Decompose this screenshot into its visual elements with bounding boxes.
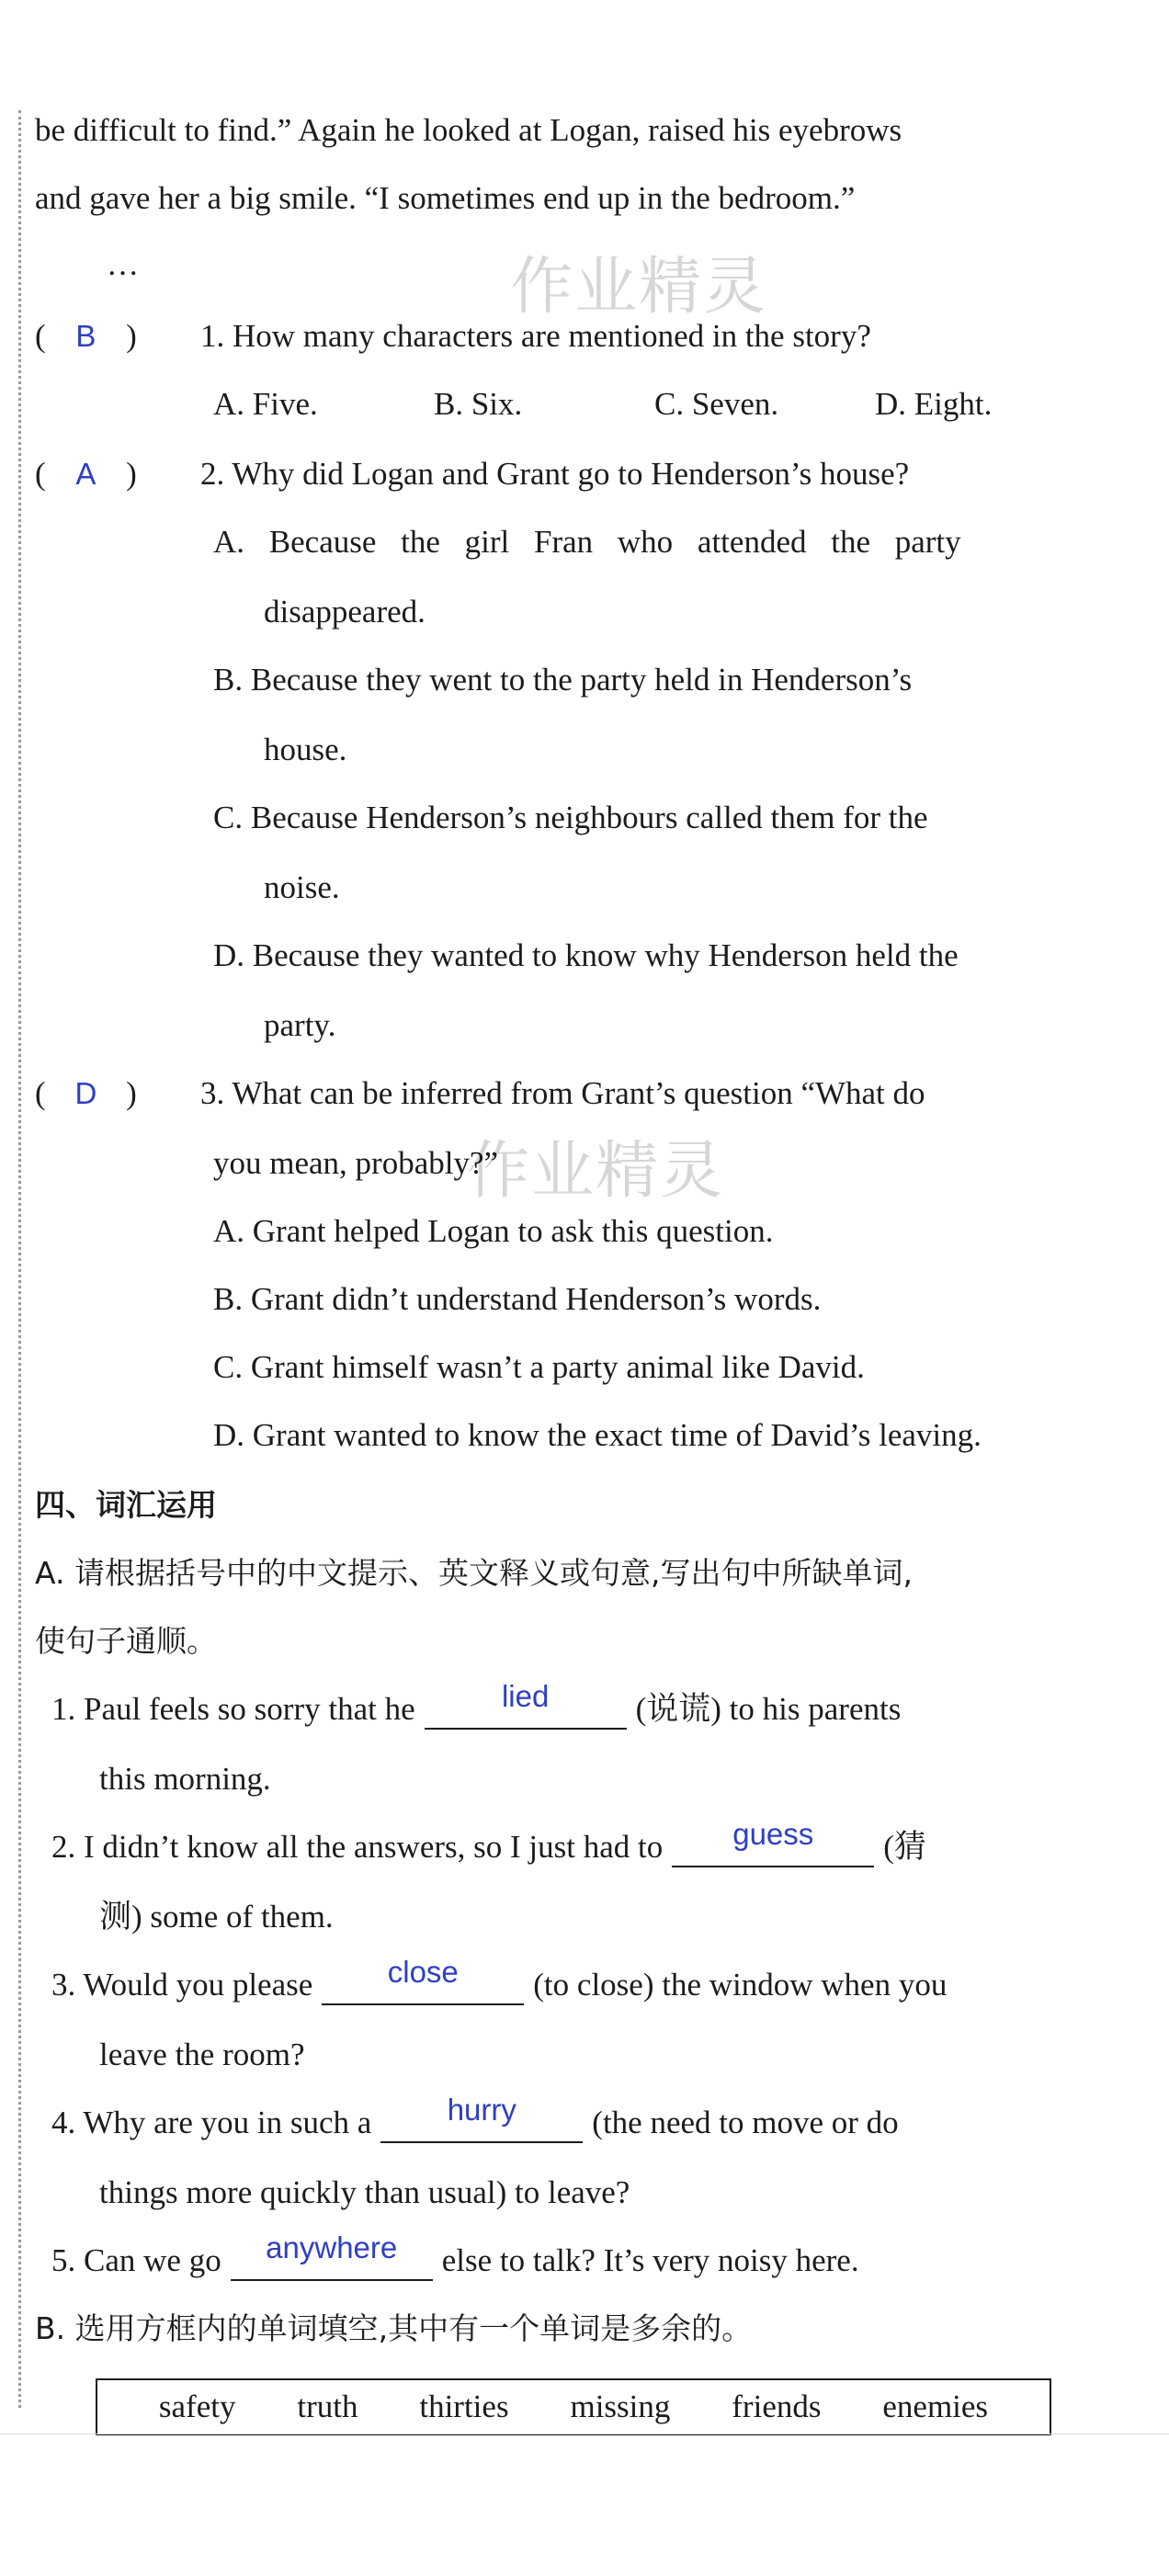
fill-item-5 (51, 2230, 859, 2281)
question-1-options (213, 384, 1095, 425)
answer-choice: B (75, 319, 96, 353)
question-stem: 1. How many characters are mentioned in the story? (200, 318, 871, 354)
item-text: 1. Paul feels so sorry that he (51, 1691, 415, 1727)
answer-bracket: ( D ) (35, 1073, 200, 1114)
option-a: A. Grant helped Logan to ask this question. (213, 1213, 774, 1249)
answer-blank[interactable] (322, 1955, 524, 2005)
word-box-item: missing (570, 2389, 671, 2424)
passage-line: and gave her a big smile. “I sometimes end up in the bedroom.” (35, 180, 856, 216)
option-b-cont: house. (264, 732, 347, 767)
answer-choice: D (74, 1076, 97, 1110)
question-3 (35, 1073, 925, 1114)
item-text: (猜 (883, 1829, 926, 1865)
option-d: D. Grant wanted to know the exact time of David’s leaving. (213, 1417, 982, 1453)
fill-item-4 (51, 2093, 899, 2143)
word-box-item: thirties (419, 2389, 509, 2424)
fill-item-2 (51, 1817, 926, 1867)
option-a-cont: disappeared. (264, 594, 426, 630)
answer-choice: A (75, 457, 96, 491)
word-box-item: truth (297, 2389, 358, 2424)
option: B. Six. (434, 386, 523, 422)
option-b: B. Grant didn’t understand Henderson’s words. (213, 1281, 822, 1317)
part-a-instructions: A. 请根据括号中的中文提示、英文释义或句意,写出句中所缺单词, (35, 1555, 913, 1591)
item-text: 5. Can we go (51, 2242, 221, 2278)
watermark: 作业精灵 (510, 251, 768, 323)
fill-item-1-cont: this morning. (99, 1761, 271, 1797)
dotted-margin-line (18, 110, 21, 2408)
question-stem: 2. Why did Logan and Grant go to Henderson’s house? (200, 456, 910, 492)
option-d-cont: party. (264, 1007, 336, 1043)
option-c: C. Because Henderson’s neighbours called them for the (213, 800, 928, 835)
answer-text: guess (732, 1817, 814, 1851)
passage-line: be difficult to find.” Again he looked at Logan, raised his eyebrows (35, 112, 902, 148)
part-b-instructions: B. 选用方框内的单词填空,其中有一个单词是多余的。 (35, 2310, 753, 2346)
question-stem: 3. What can be inferred from Grant’s question “What do (200, 1075, 925, 1111)
part-a-instructions-cont: 使句子通顺。 (35, 1623, 217, 1659)
fill-item-1 (51, 1679, 902, 1730)
item-text: 3. Would you please (51, 1967, 313, 2003)
word-box-item: safety (158, 2389, 236, 2424)
answer-text: lied (501, 1679, 550, 1713)
answer-text: anywhere (266, 2230, 398, 2264)
option-c-cont: noise. (264, 869, 340, 905)
question-1 (35, 316, 871, 357)
item-text: (说谎) to his parents (635, 1691, 902, 1727)
answer-text: hurry (447, 2093, 516, 2127)
answer-bracket: ( B ) (35, 316, 200, 357)
answer-text: close (387, 1955, 459, 1989)
answer-blank[interactable] (380, 2093, 583, 2143)
item-text: (the need to move or do (592, 2105, 899, 2140)
word-box-item: enemies (882, 2389, 989, 2424)
question-stem-cont: you mean, probably?” (213, 1145, 499, 1181)
option-d: D. Because they wanted to know why Henderson held the (213, 937, 959, 973)
question-2 (35, 454, 909, 494)
answer-bracket: ( A ) (35, 454, 200, 494)
option-c: C. Grant himself wasn’t a party animal like David. (213, 1349, 865, 1385)
item-text: 2. I didn’t know all the answers, so I just had to (51, 1829, 664, 1865)
section-title: 四、词汇运用 (35, 1487, 217, 1523)
fill-item-3-cont: leave the room? (99, 2037, 305, 2072)
fill-item-4-cont: things more quickly than usual) to leave? (99, 2174, 630, 2210)
word-box (96, 2378, 1051, 2435)
fill-item-2-cont: 测) some of them. (99, 1899, 334, 1935)
answer-blank[interactable] (425, 1679, 627, 1730)
item-text: else to talk? It’s very noisy here. (441, 2242, 859, 2278)
option-b: B. Because they went to the party held in Henderson’s (213, 662, 913, 698)
fill-item-3 (51, 1955, 948, 2005)
passage-ellipsis: … (107, 246, 139, 282)
option-a: A. Because the girl Fran who attended the party (213, 524, 961, 560)
option: D. Eight. (875, 386, 993, 422)
answer-blank[interactable] (672, 1817, 874, 1867)
answer-blank[interactable] (231, 2230, 433, 2281)
item-text: 4. Why are you in such a (51, 2105, 372, 2140)
item-text: (to close) the window when you (533, 1967, 948, 2003)
option: A. Five. (213, 386, 318, 422)
word-box-item: friends (732, 2389, 822, 2424)
watermark: 作业精灵 (467, 1135, 725, 1208)
option: C. Seven. (654, 386, 779, 422)
